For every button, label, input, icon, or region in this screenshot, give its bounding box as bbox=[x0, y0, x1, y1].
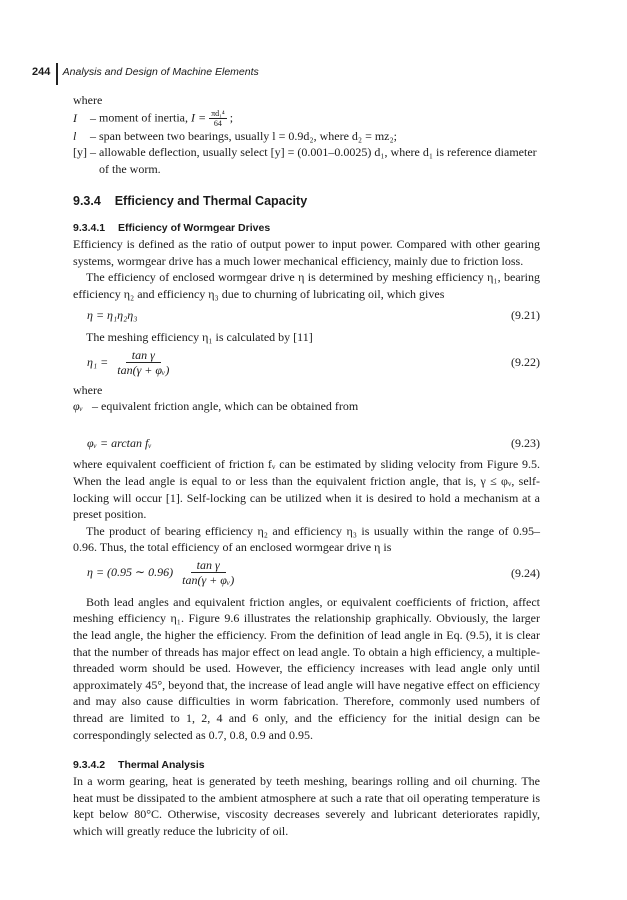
dash: – bbox=[90, 110, 96, 125]
eq21-expression: η = η₁η₂η₃ bbox=[87, 308, 138, 323]
paragraph-5: The product of bearing efficiency η₂ and efficiency η₃ is usually within the range of 0.95–0.96. Thus, the total efficiency of an enclosed wormgear drive η is bbox=[73, 523, 540, 555]
inertia-fraction bbox=[209, 109, 227, 128]
header-divider bbox=[56, 63, 57, 85]
running-header bbox=[32, 62, 259, 82]
eq24-fraction bbox=[176, 558, 240, 588]
page-number: 244 bbox=[32, 66, 51, 78]
inertia-denominator: 64 bbox=[213, 118, 222, 128]
running-title: Analysis and Design of Machine Elements bbox=[62, 66, 259, 78]
inertia-lhs: I = bbox=[190, 109, 207, 124]
eq22-denominator: tan(γ + φᵥ) bbox=[117, 362, 170, 377]
paragraph-6: Both lead angles and equivalent friction angles, or equivalent coefficients of friction, affect meshing efficiency η₁. Figure 9.6 illustrates the relationship graphically. Obviously, the larger the lead angle, the higher the efficiency. From the definition of lead angle in Eq. (9.5), it is clear that the number of threads has major effect on lead angle. To obtain a high efficiency, a multiple-threaded worm should be used. However, the efficiency increases with lead angle only until approximately 45°, beyond that, the increase of lead angle will have negative effect on efficiency and may also cause difficulties in worm fabrication. Therefore, commonly used numbers of thread are limited to 1, 2, 4 and 6 only, and the efficiency for the initial design can be correspondingly selected as 0.7, 0.8, 0.9 and 0.95. bbox=[73, 594, 540, 742]
symbol-phi-v: φᵥ bbox=[73, 399, 83, 414]
eq22-number: (9.22) bbox=[511, 355, 540, 370]
inertia-numerator: πd₁⁴ bbox=[211, 108, 225, 118]
where2-text: equivalent friction angle, which can be obtained from bbox=[101, 399, 359, 414]
eq22-numerator: tan γ bbox=[126, 348, 161, 363]
subsection-heading-1 bbox=[73, 220, 540, 236]
eq23-number: (9.23) bbox=[511, 435, 540, 450]
paragraph-4: where equivalent coefficient of friction fᵥ can be estimated by sliding velocity from Figure 9.5. When the lead angle is equal to or less than the equivalent friction angle, that is, γ ≤ φᵥ, self-locking will occur [1]. Self-locking can be utilized when it is desired to hold a mechanism at a preset position. bbox=[73, 457, 540, 522]
section-title: Efficiency and Thermal Capacity bbox=[114, 194, 308, 209]
subsection-2-title: Thermal Analysis bbox=[118, 759, 205, 772]
page-body bbox=[73, 92, 540, 840]
section-number: 9.3.4 bbox=[73, 194, 101, 209]
paragraph-3: The meshing efficiency η₁ is calculated by [11] bbox=[86, 329, 313, 344]
equation-9-23 bbox=[73, 435, 540, 452]
dash: – bbox=[92, 399, 98, 414]
where-item-span bbox=[73, 128, 540, 145]
subsection-1-title: Efficiency of Wormgear Drives bbox=[118, 221, 271, 234]
subsection-2-number: 9.3.4.2 bbox=[73, 759, 106, 772]
subsection-1-number: 9.3.4.1 bbox=[73, 221, 106, 234]
subsection-heading-2 bbox=[73, 757, 540, 773]
symbol-l: l bbox=[73, 128, 77, 143]
where-intro: where bbox=[73, 93, 103, 107]
dash: – bbox=[90, 128, 96, 143]
where2-intro: where bbox=[73, 382, 103, 397]
where-item-inertia bbox=[73, 109, 540, 128]
eq22-lhs: η₁ = bbox=[87, 354, 109, 369]
inertia-text: moment of inertia, bbox=[99, 109, 188, 124]
eq21-number: (9.21) bbox=[511, 308, 540, 323]
dash: – bbox=[90, 145, 96, 160]
paragraph-2: The efficiency of enclosed wormgear drive η is determined by meshing efficiency η₁, bearing efficiency η₂ and efficiency η₃ due to churning of lubricating oil, which gives bbox=[73, 270, 540, 301]
paragraph-1: Efficiency is defined as the ratio of output power to input power. Compared with other gearing systems, wormgear drive has a much lower mechanical efficiency, mainly due to friction loss. bbox=[73, 236, 540, 268]
symbol-I: I bbox=[73, 110, 77, 125]
section-heading bbox=[73, 193, 540, 210]
eq23-expression: φᵥ = arctan fᵥ bbox=[87, 435, 152, 450]
eq24-lhs: η = (0.95 ∼ 0.96) bbox=[87, 564, 174, 579]
span-text: span between two bearings, usually l = 0.9d₂, where d₂ = mz₂; bbox=[99, 128, 398, 143]
eq24-number: (9.24) bbox=[511, 565, 540, 580]
symbol-y: [y] bbox=[73, 145, 87, 160]
inertia-tail: ; bbox=[229, 109, 234, 124]
deflection-text: allowable deflection, usually select [y] = (0.001–0.0025) d₁, where d₁ is reference diameter of the worm. bbox=[99, 145, 537, 176]
equation-9-24 bbox=[73, 558, 540, 588]
equation-9-21 bbox=[73, 307, 540, 324]
equation-9-22 bbox=[73, 348, 540, 378]
eq24-numerator: tan γ bbox=[191, 558, 226, 573]
paragraph-7: In a worm gearing, heat is generated by teeth meshing, bearings rolling and oil churning. The heat must be dissipated to the ambient atmosphere at such a rate that oil operating temperature is kept below 80°C. Otherwise, viscosity decreases severely and lubricant deteriorates rapidly, which will greatly reduce the lubricity of oil. bbox=[73, 774, 540, 838]
where-item-deflection bbox=[73, 144, 540, 177]
where2-item bbox=[73, 398, 540, 415]
eq22-fraction bbox=[111, 348, 175, 378]
eq24-denominator: tan(γ + φᵥ) bbox=[182, 572, 235, 587]
